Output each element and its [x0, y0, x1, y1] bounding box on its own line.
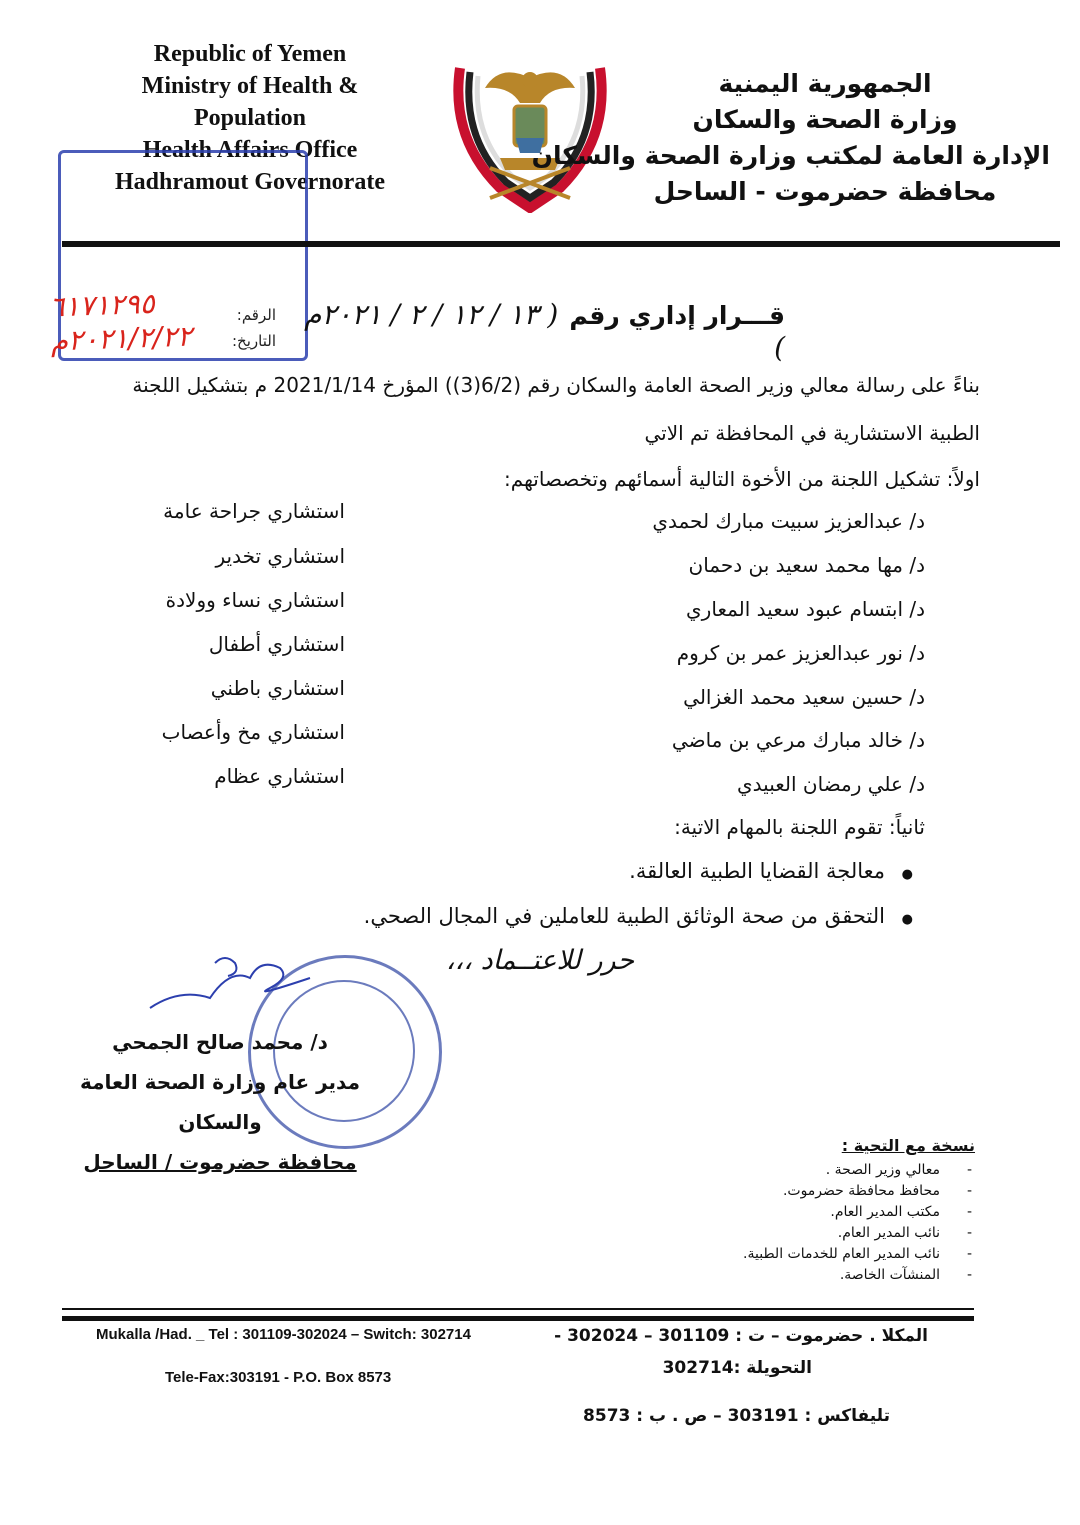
member-name: د/ مها محمد سعيد بن دحمان: [688, 553, 925, 577]
task-item: التحقق من صحة الوثائق الطبية للعاملين في المجال الصحي. ●: [185, 904, 885, 928]
list-item: - نائب المدير العام.: [580, 1223, 940, 1244]
second-clause: ثانياً: تقوم اللجنة بالمهام الاتية:: [674, 815, 925, 839]
member-specialty: استشاري باطني: [210, 676, 345, 700]
ref-number-value: ٦١٧١٢٩٥: [48, 286, 156, 324]
member-name: د/ حسين سعيد محمد الغزالي: [683, 685, 925, 709]
ar-header-line-1: الجمهورية اليمنية: [718, 69, 932, 98]
en-header-line-4: Health Affairs Office: [142, 137, 358, 163]
en-header-line-3: Population: [193, 105, 307, 131]
footer-ar-line-1: المكلا . حضرموت – ت : 301109 – 302024 -: [554, 1326, 928, 1346]
member-specialty: استشاري أطفال: [208, 632, 345, 656]
reference-labels: [232, 302, 276, 354]
footer-divider-thin: [62, 1308, 974, 1310]
member-name: د/ ابتسام عبود سعيد المعاري: [686, 597, 925, 621]
decision-title: [300, 298, 785, 364]
signature-icon: [140, 948, 320, 1028]
list-item: - محافظ محافظة حضرموت.: [580, 1181, 940, 1202]
closing-phrase: حرر للاعتــماد ،،،: [445, 945, 635, 976]
footer-divider-thick: [62, 1316, 974, 1321]
member-name: د/ نور عبدالعزيز عمر بن كروم: [676, 641, 925, 665]
decision-number: ( ١٣ / ١٢ / ٢ / ٢٠٢١م ): [304, 298, 785, 364]
first-clause: اولاً: تشكيل اللجنة من الأخوة التالية أسمائهم وتخصصاتهم:: [504, 467, 980, 491]
list-item: - مكتب المدير العام.: [580, 1202, 940, 1223]
list-item: - معالي وزير الصحة .: [580, 1160, 940, 1181]
footer-ar-line-2: التحويلة :302714: [662, 1358, 812, 1378]
header-divider: [62, 241, 1060, 247]
member-specialty: استشاري تخدير: [215, 544, 345, 568]
list-item: - نائب المدير العام للخدمات الطبية.: [580, 1244, 940, 1265]
member-name: د/ علي رمضان العبيدي: [737, 772, 925, 796]
list-item: - المنشآت الخاصة.: [580, 1265, 940, 1286]
ref-date-label: التاريخ:: [232, 332, 276, 350]
en-header-line-2: Ministry of Health &: [141, 73, 359, 99]
copies-list: [580, 1160, 940, 1286]
member-specialty: استشاري نساء وولادة: [165, 588, 345, 612]
member-specialty: استشاري جراحة عامة: [163, 499, 345, 523]
signer-area: محافظة حضرموت / الساحل: [83, 1150, 357, 1174]
reference-values: [49, 286, 193, 359]
member-name: د/ عبدالعزيز سبيت مبارك لحمدي: [652, 509, 925, 533]
yemen-emblem-icon: [440, 58, 620, 213]
signer-title: مدير عام وزارة الصحة العامة والسكان: [80, 1070, 360, 1134]
intro-line-2: الطبية الاستشارية في المحافظة تم الاتي: [644, 421, 980, 445]
member-specialty: استشاري عظام: [214, 764, 345, 788]
signer-block: [60, 1022, 380, 1182]
en-header-line-1: Republic of Yemen: [153, 41, 347, 67]
signer-name: د/ محمد صالح الجمحي: [112, 1030, 328, 1054]
decision-label: قـــرار إداري رقم: [569, 301, 785, 330]
ref-date-value: ٢٠٢١/٢/٢٢م: [50, 319, 193, 358]
intro-line-1: بناءً على رسالة معالي وزير الصحة العامة والسكان رقم (6/2(3)) المؤرخ 2021/1/14 م بتشكيل اللجنة: [132, 373, 980, 397]
footer-ar-line-3: تليفاكس : 303191 – ص . ب : 8573: [583, 1406, 890, 1426]
member-name: د/ خالد مبارك مرعي بن ماضي: [671, 728, 925, 752]
task-item: معالجة القضايا الطبية العالقة. ●: [185, 859, 885, 883]
ref-number-label: الرقم:: [236, 306, 276, 324]
arabic-letterhead: [531, 66, 1050, 210]
footer-en-line-2: Tele-Fax:303191 - P.O. Box 8573: [165, 1369, 392, 1386]
en-header-line-5: Hadhramout Governorate: [115, 169, 385, 195]
ar-header-line-4: محافظة حضرموت - الساحل: [653, 177, 997, 206]
member-specialty: استشاري مخ وأعصاب: [161, 720, 345, 744]
ar-header-line-3: الإدارة العامة لمكتب وزارة الصحة والسكان: [531, 141, 1050, 170]
ar-header-line-2: وزارة الصحة والسكان: [692, 105, 958, 134]
footer-en-line-1: Mukalla /Had. _ Tel : 301109-302024 – Switch: 302714: [96, 1326, 471, 1343]
copies-title: نسخة مع التحية :: [841, 1136, 975, 1155]
